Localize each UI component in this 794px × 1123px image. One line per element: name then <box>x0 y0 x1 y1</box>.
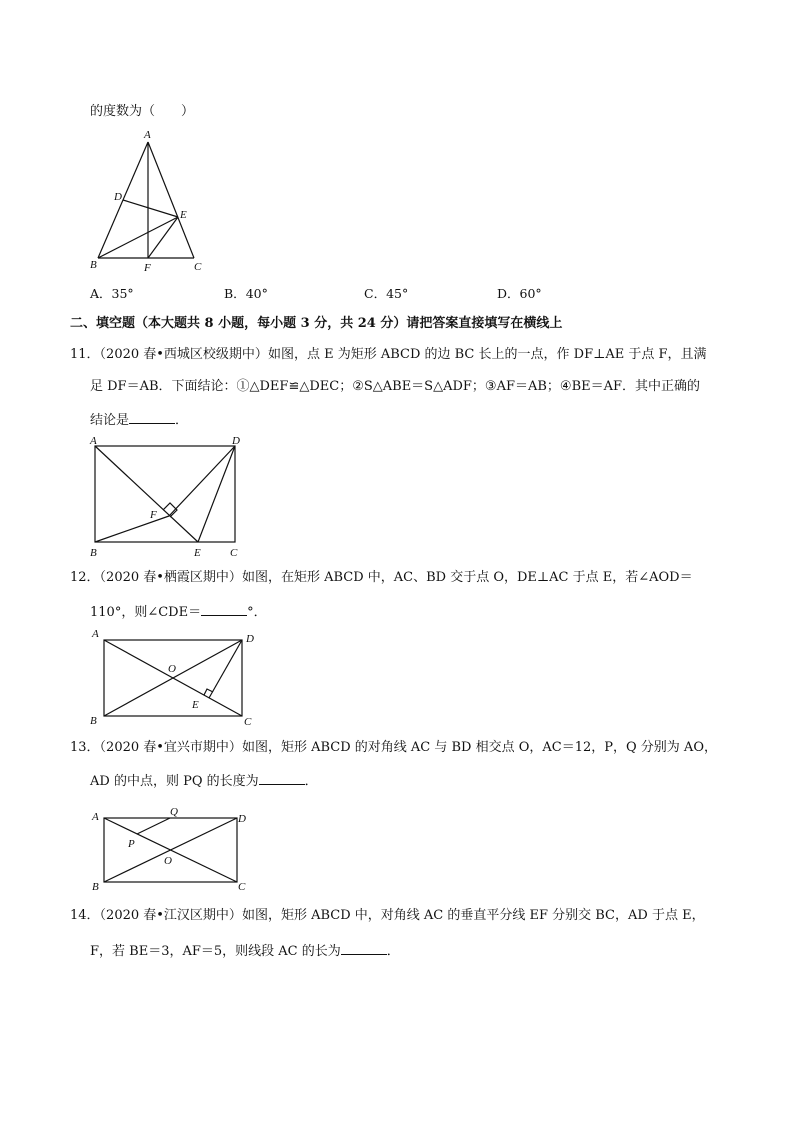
q12-label-c: C <box>244 716 252 728</box>
q12-label-d: D <box>246 633 254 645</box>
q13-label-o: O <box>164 855 172 867</box>
q13-label-a: A <box>92 811 99 823</box>
q10-figure <box>86 128 216 276</box>
q11-label-d: D <box>232 435 240 447</box>
q11-label-b: B <box>90 547 97 559</box>
q11-label-c: C <box>230 547 238 559</box>
q10-label-b: B <box>90 259 97 271</box>
q12-figure <box>86 624 258 730</box>
q10-label-c: C <box>194 261 202 273</box>
q12-label-e: E <box>192 699 199 711</box>
q14-line2: F，若 BE＝3，AF＝5，则线段 AC 的长为 ． <box>90 944 400 959</box>
q13-answer-blank[interactable] <box>259 772 305 785</box>
q10-choice-c: C．45° <box>364 286 409 301</box>
q11-line2: 足 DF＝AB．下面结论：①△DEF≌△DEC；②S△ABE＝S△ADF；③AF＝AB；④BE＝AF．其中正确的 <box>90 379 701 394</box>
q10-choice-b: B．40° <box>224 286 268 301</box>
q13-label-d: D <box>238 813 246 825</box>
q10-label-d: D <box>114 191 122 203</box>
q13-figure <box>86 802 254 894</box>
q10-choice-a: A．35° <box>90 286 134 301</box>
q13-line1: 13．（2020 春•宜兴市期中）如图，矩形 ABCD 的对角线 AC 与 BD 相交点 O，AC＝12，P，Q 分别为 AO， <box>70 740 717 755</box>
q12-label-o: O <box>168 663 176 675</box>
q10-label-f: F <box>144 262 151 274</box>
q10-label-e: E <box>180 209 187 221</box>
q10-choice-d: D．60° <box>497 286 542 301</box>
q11-figure <box>86 432 252 562</box>
q13-line2: AD 的中点，则 PQ 的长度为 ． <box>90 774 318 789</box>
q11-answer-blank[interactable] <box>129 411 175 424</box>
q13-label-q: Q <box>170 806 178 818</box>
q11-line3: 结论是 ． <box>90 413 189 428</box>
q12-label-b: B <box>90 715 97 727</box>
q13-label-c: C <box>238 881 246 893</box>
q11-label-a: A <box>90 435 97 447</box>
q12-answer-blank[interactable] <box>201 603 247 616</box>
q11-label-f: F <box>150 509 157 521</box>
q14-line1: 14．（2020 春•江汉区期中）如图，矩形 ABCD 中，对角线 AC 的垂直平分线 EF 分别交 BC，AD 于点 E， <box>70 908 705 923</box>
section2-heading: 二、填空题（本大题共 8 小题，每小题 3 分，共 24 分）请把答案直接填写在横线上 <box>70 316 563 331</box>
q10-label-a: A <box>144 129 151 141</box>
q14-answer-blank[interactable] <box>341 942 387 955</box>
q13-label-b: B <box>92 881 99 893</box>
q11-line1: 11．（2020 春•西城区校级期中）如图，点 E 为矩形 ABCD 的边 BC 长上的一点，作 DF⊥AE 于点 F，且满 <box>70 347 707 362</box>
q12-label-a: A <box>92 628 99 640</box>
q11-label-e: E <box>194 547 201 559</box>
q12-line1: 12．（2020 春•栖霞区期中）如图，在矩形 ABCD 中，AC、BD 交于点 O，DE⊥AC 于点 E，若∠AOD＝ <box>70 570 693 585</box>
q10-stem-tail: 的度数为（ ） <box>90 104 195 119</box>
q12-line2: 110°，则∠CDE＝ °． <box>90 605 267 620</box>
q13-label-p: P <box>128 838 135 850</box>
